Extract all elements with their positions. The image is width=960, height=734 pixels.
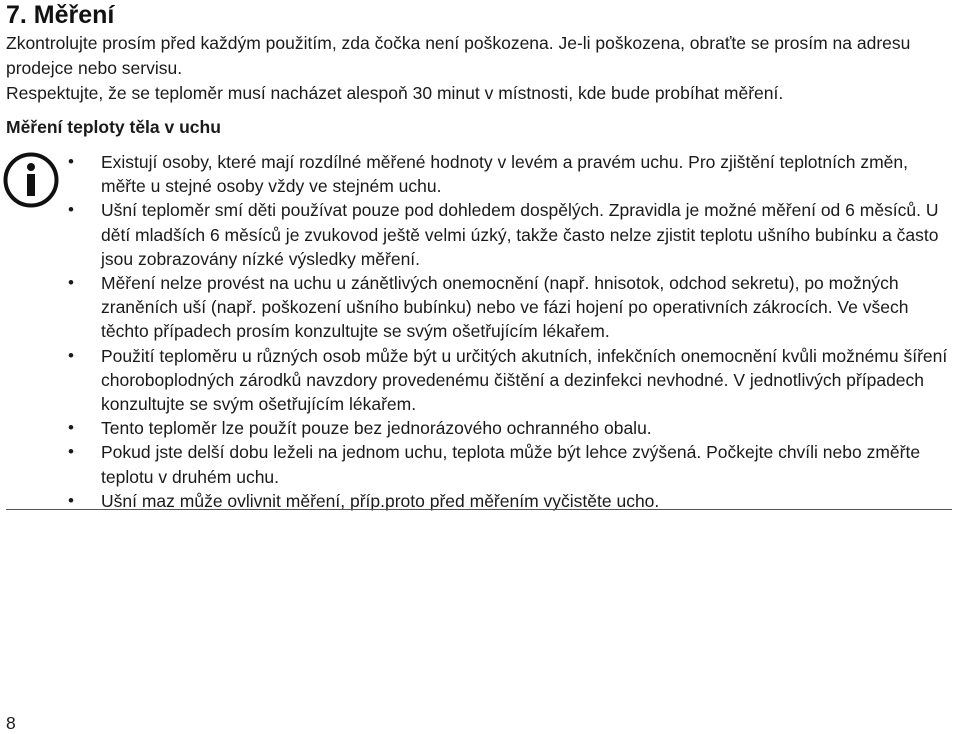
section-divider xyxy=(6,509,952,510)
page-number: 8 xyxy=(6,713,16,733)
list-item-text: Použití teploměru u různých osob může být u určitých akutních, infekčních onemocnění kvůli možnému šíření choroboplodných zárodků navzdory provedenému čištění a dezinfekci nevhodné. V jednotlivých případech konzultujte se svým ošetřujícím lékařem. xyxy=(101,345,948,415)
list-item-text: Tento teploměr lze použít pouze bez jednorázového ochranného obalu. xyxy=(101,418,652,439)
intro-paragraph-room: Respektujte, že se teploměr musí nacházet alespoň 30 minut v místnosti, kde bude probíhat měření. xyxy=(6,83,784,103)
list-item-text: Existují osoby, které mají rozdílné měřené hodnoty v levém a pravém uchu. Pro zjištění teplotních změn, měřte u stejné osoby vždy ve stejném uchu. xyxy=(101,152,908,197)
list-item xyxy=(60,440,956,488)
list-item-text: Měření nelze provést na uchu u zánětlivých onemocnění (např. hnisotok, odchod sekretu), po možných zraněních uší (např. poškození ušního bubínku) nebo ve fázi hojení po operativních zákrocích. Ve všech těchto případech prosím konzultujte se svým ošetřujícím lékařem. xyxy=(101,273,909,342)
section-title: 7. Měření xyxy=(6,1,115,29)
intro-text xyxy=(6,31,951,106)
bullet-icon: • xyxy=(68,200,74,220)
bullet-icon: • xyxy=(68,442,74,462)
precaution-list xyxy=(60,150,956,513)
list-item xyxy=(60,150,956,198)
bullet-icon: • xyxy=(68,418,74,438)
bullet-icon: • xyxy=(68,273,74,293)
bullet-icon: • xyxy=(68,152,74,171)
list-item xyxy=(60,198,956,271)
info-icon xyxy=(3,152,59,208)
list-item-text: Pokud jste delší dobu leželi na jednom uchu, teplota může být lehce zvýšená. Počkejte chvíli nebo změřte teplotu v druhém uchu. xyxy=(101,442,921,487)
list-item xyxy=(60,344,956,417)
list-item-text: Ušní teploměr smí děti používat pouze pod dohledem dospělých. Zpravidla je možné měření od 6 měsíců. U dětí mladších 6 měsíců je zvukovod ještě velmi úzký, takže často nelze zjistit teplotu ušního bubínku a často jsou zobrazovány nízké výsledky měření. xyxy=(101,200,939,269)
list-item-text: Ušní maz může ovlivnit měření, příp.proto před měřením vyčistěte ucho. xyxy=(101,490,660,511)
subsection-title: Měření teploty těla v uchu xyxy=(6,117,221,137)
list-item xyxy=(60,271,956,344)
list-item xyxy=(60,416,956,440)
bullet-icon: • xyxy=(68,345,74,365)
bullet-icon: • xyxy=(68,490,74,510)
intro-paragraph-lens: Zkontrolujte prosím před každým použitím, zda čočka není poškozena. Je-li poškozena, obraťte se prosím na adresu prodejce nebo servisu. xyxy=(6,33,911,78)
